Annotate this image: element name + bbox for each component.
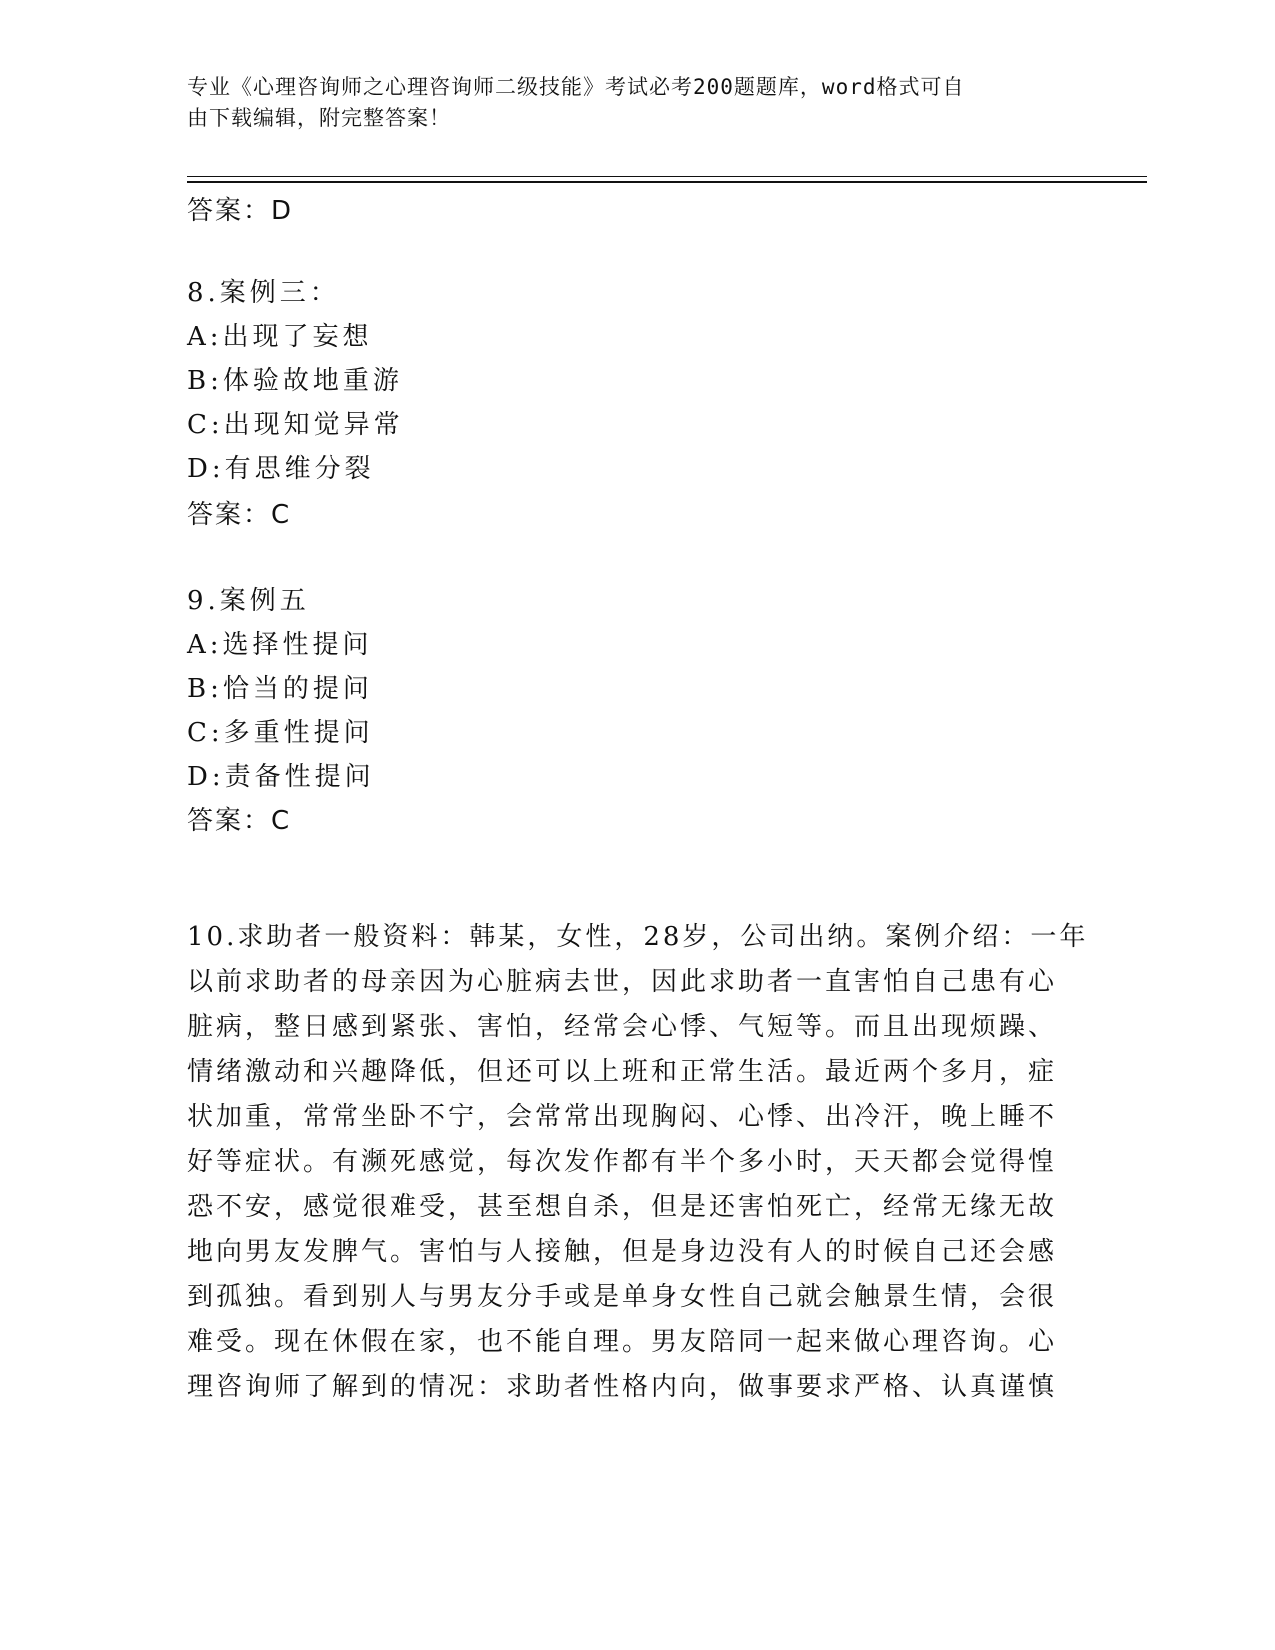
header-line-2: 由下载编辑，附完整答案！ (187, 106, 451, 130)
q8-stem: 8.案例三： (187, 278, 340, 308)
q10-line: 恐不安，感觉很难受，甚至想自杀，但是还害怕死亡，经常无缘无故 (187, 1192, 1058, 1222)
answer-q9: 答案：C (187, 806, 292, 836)
q10-line: 10.求助者一般资料：韩某，女性，28岁，公司出纳。案例介绍：一年 (187, 922, 1089, 952)
header-rule-thin (187, 176, 1147, 177)
q9-option-c: C:多重性提问 (187, 718, 374, 748)
q10-line: 以前求助者的母亲因为心脏病去世，因此求助者一直害怕自己患有心 (187, 967, 1058, 997)
q10-line: 难受。现在休假在家，也不能自理。男友陪同一起来做心理咨询。心 (187, 1327, 1058, 1357)
q8-option-c: C:出现知觉异常 (187, 410, 404, 440)
q10-line: 到孤独。看到别人与男友分手或是单身女性自己就会触景生情，会很 (187, 1282, 1058, 1312)
q10-line: 好等症状。有濒死感觉，每次发作都有半个多小时，天天都会觉得惶 (187, 1147, 1058, 1177)
document-header (187, 72, 1067, 134)
answer-q8: 答案：C (187, 500, 292, 530)
q9-option-b: B:恰当的提问 (187, 674, 373, 704)
q9-option-a: A:选择性提问 (187, 630, 373, 660)
answer-q7: 答案：D (187, 196, 294, 226)
q10-line: 情绪激动和兴趣降低，但还可以上班和正常生活。最近两个多月，症 (187, 1057, 1058, 1087)
q9-stem: 9.案例五 (187, 586, 310, 616)
header-rule-thick (187, 181, 1147, 183)
q10-line: 脏病，整日感到紧张、害怕，经常会心悸、气短等。而且出现烦躁、 (187, 1012, 1058, 1042)
q10-line: 状加重，常常坐卧不宁，会常常出现胸闷、心悸、出冷汗，晚上睡不 (187, 1102, 1058, 1132)
q10-case-text (187, 915, 1089, 1410)
q10-line: 地向男友发脾气。害怕与人接触，但是身边没有人的时候自己还会感 (187, 1237, 1058, 1267)
q9-option-d: D:责备性提问 (187, 762, 375, 792)
q8-option-d: D:有思维分裂 (187, 454, 375, 484)
q8-option-a: A:出现了妄想 (187, 322, 373, 352)
q8-option-b: B:体验故地重游 (187, 366, 403, 396)
header-line-1: 专业《心理咨询师之心理咨询师二级技能》考试必考200题题库，word格式可自 (187, 75, 965, 99)
q10-line: 理咨询师了解到的情况：求助者性格内向，做事要求严格、认真谨慎 (187, 1372, 1058, 1402)
